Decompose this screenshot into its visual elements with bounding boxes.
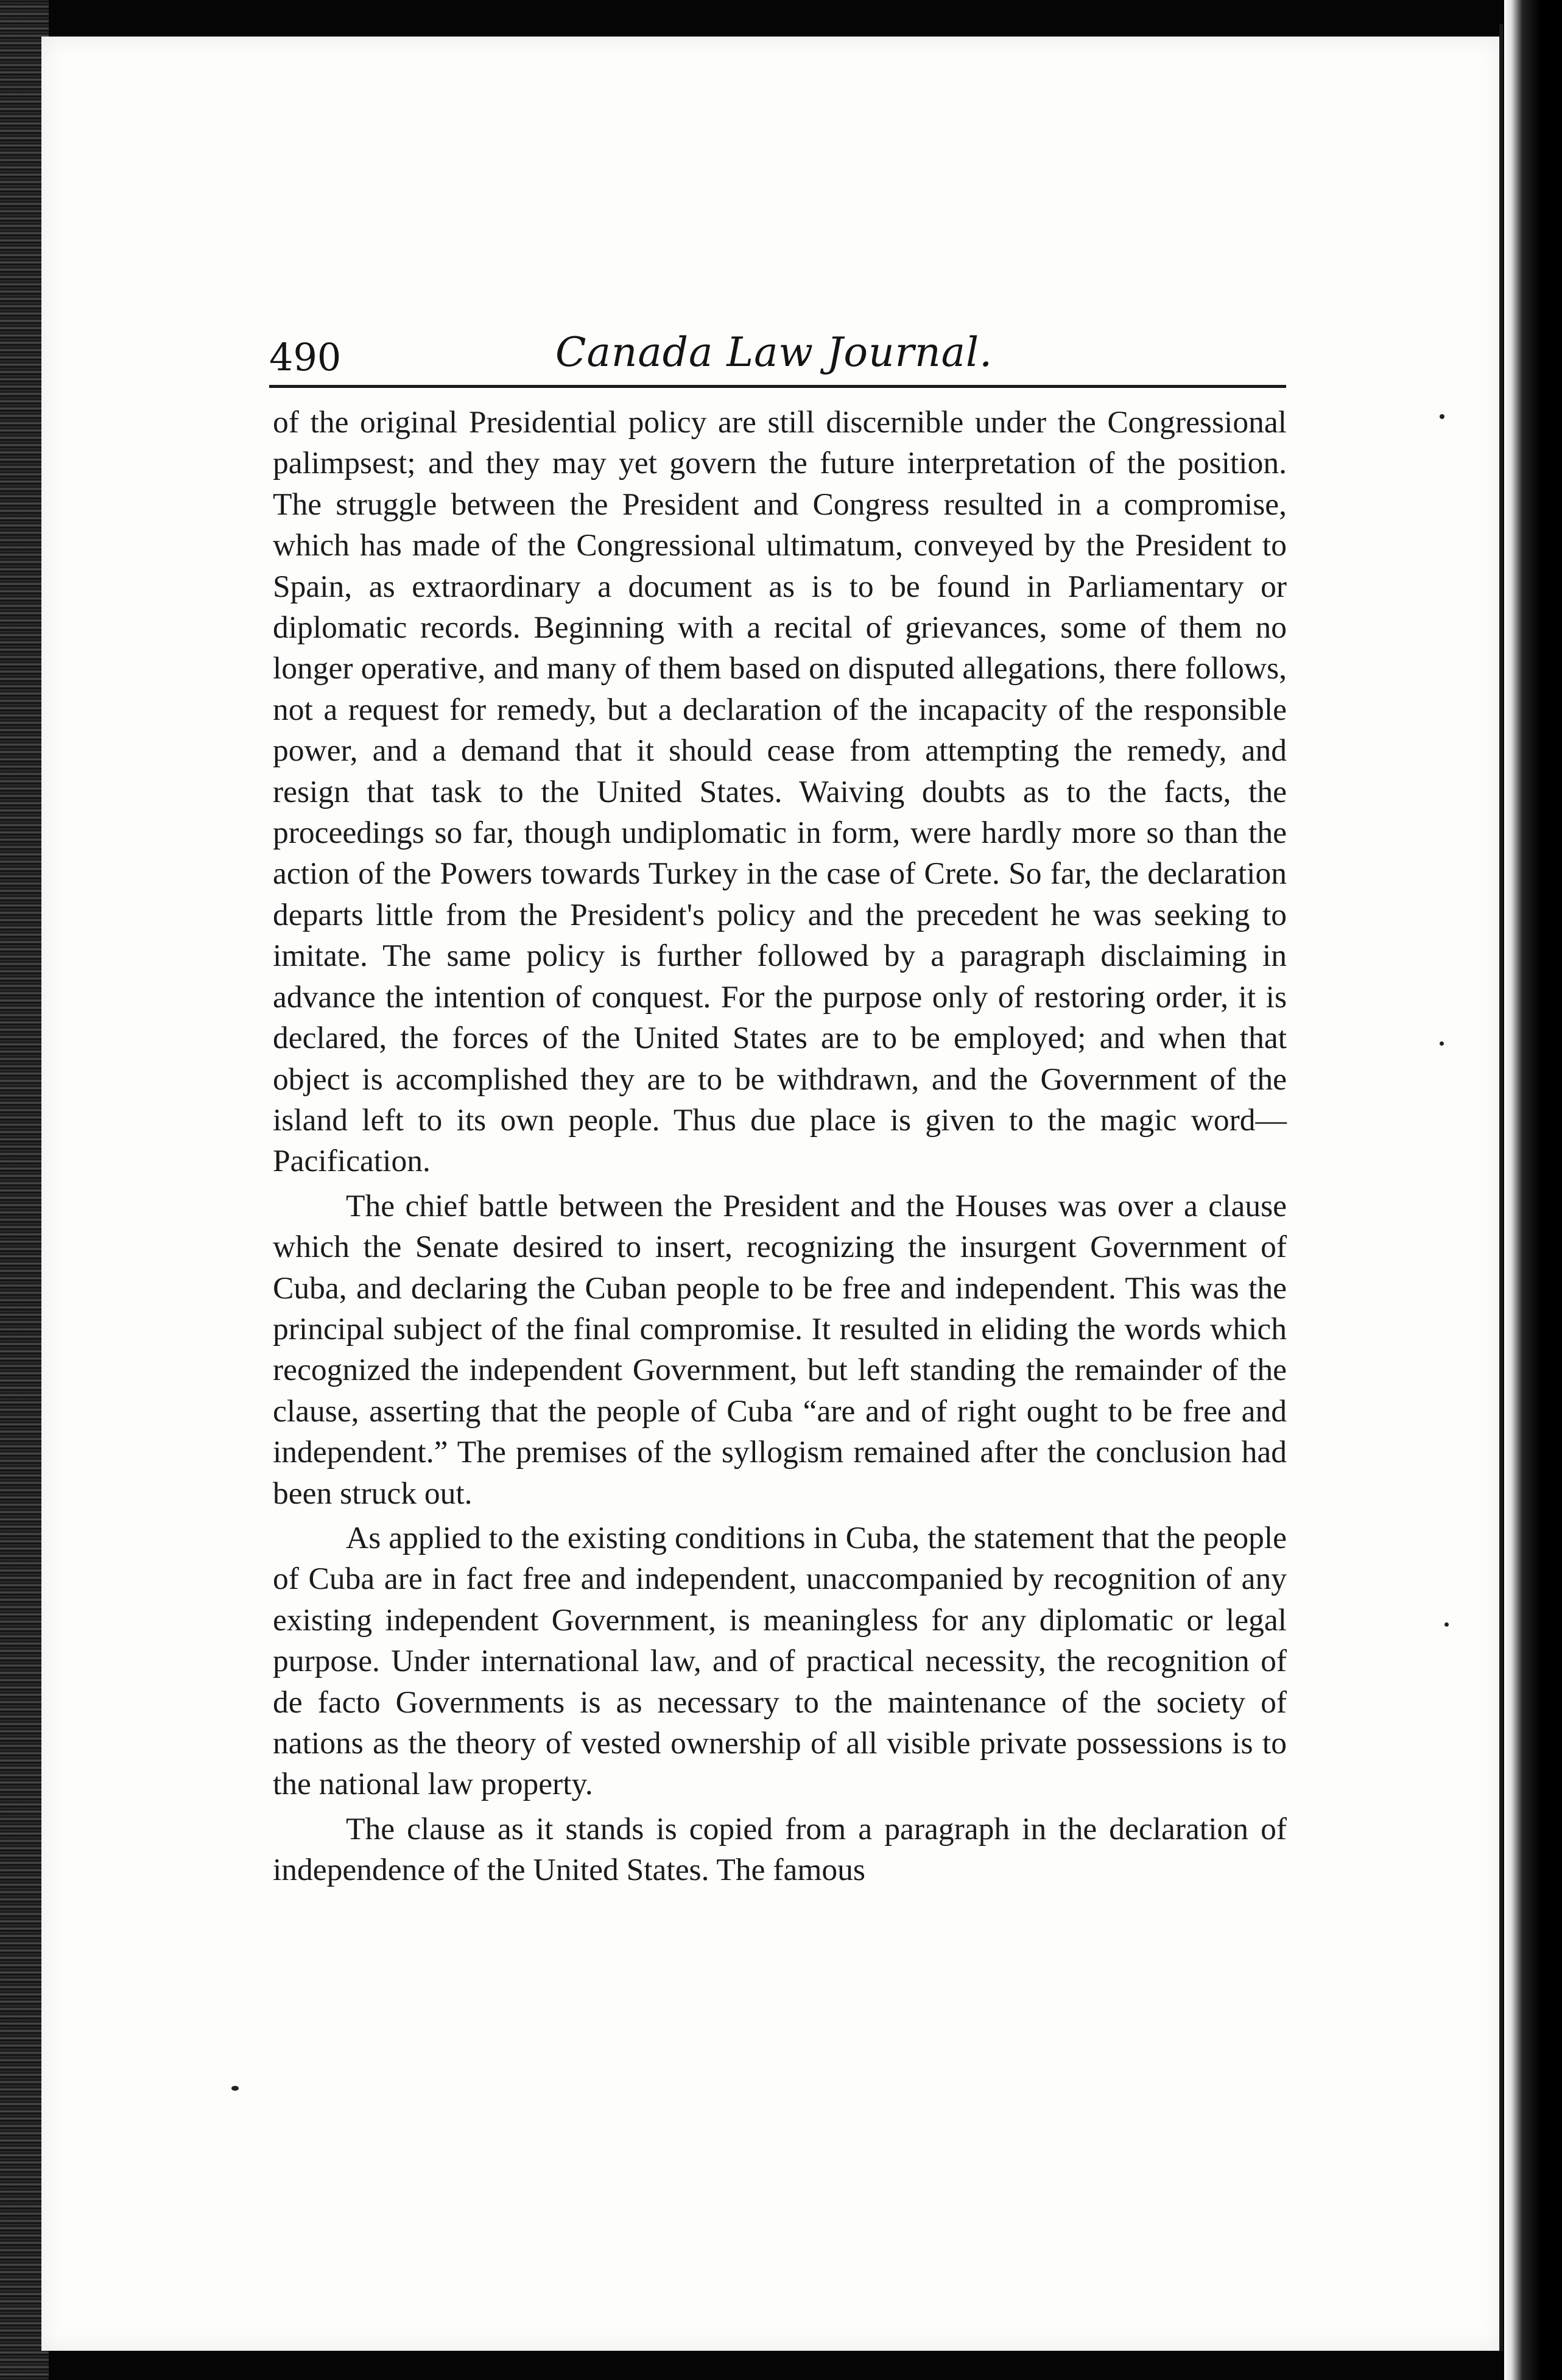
header-rule	[269, 385, 1286, 388]
stray-mark	[1444, 1622, 1449, 1627]
page-header	[269, 317, 1286, 384]
book-binding-right	[1504, 0, 1562, 2380]
paragraph: The clause as it stands is copied from a paragraph in the declaration of independence of the United States. The famous	[273, 1811, 1287, 1888]
page-number: 490	[269, 335, 342, 379]
paragraph-continued: of the original Presidential policy are still discernible under the Congressional palimpsest; and they may yet govern the future interpretation of the position. The struggle between the President and Congress resulted in a compromise, which has made of the Congressional ultimatum, conveyed by the President to Spain, as extraordinary a document as is to be found in Parliamentary or diplomatic records. Beginning with a recital of grievances, some of them no longer operative, and many of them based on disputed allegations, there follows, not a request for remedy, but a declaration of the incapacity of the responsible power, and a demand that it should cease from attempting the remedy, and resign that task to the United States. Waiving doubts as to the facts, the proceedings so far, though undiplomatic in form, were hardly more so than the action of the Powers towards Turkey in the case of Crete. So far, the declaration departs little from the President's policy and the precedent he was seeking to imitate. The same policy is further followed by a paragraph disclaiming in advance the intention of conquest. For the purpose only of restoring order, it is declared, the forces of the United States are to be employed; and when that object is accomplished they are to be withdrawn, and the Government of the island left to its own people. Thus due place is given to the magic word—Pacification.	[273, 405, 1287, 1179]
page-edge-right	[1499, 24, 1503, 2351]
running-head-title: Canada Law Journal.	[555, 329, 993, 376]
stray-mark	[1440, 1041, 1444, 1046]
body-text	[273, 402, 1287, 1891]
stray-mark	[231, 2086, 239, 2091]
paragraph: As applied to the existing conditions in Cuba, the statement that the people of Cuba are in fact free and independent, unaccompanied by recognition of any existing independent Government, is meaningless for any diplomatic or legal purpose. Under international law, and of practical necessity, the recognition of de facto Governments is as necessary to the maintenance of the society of nations as the theory of vested ownership of all visible private possessions is to the national law property.	[273, 1520, 1287, 1802]
paragraph: The chief battle between the President and the Houses was over a clause which the Senate desired to insert, recognizing the insurgent Government of Cuba, and declaring the Cuban people to be free and independent. This was the principal subject of the final compromise. It resulted in eliding the words which recognized the independent Government, but left standing the remainder of the clause, asserting that the people of Cuba “are and of right ought to be free and independent.” The premises of the syllogism remained after the conclusion had been struck out.	[273, 1188, 1287, 1511]
stray-mark	[1440, 414, 1444, 419]
